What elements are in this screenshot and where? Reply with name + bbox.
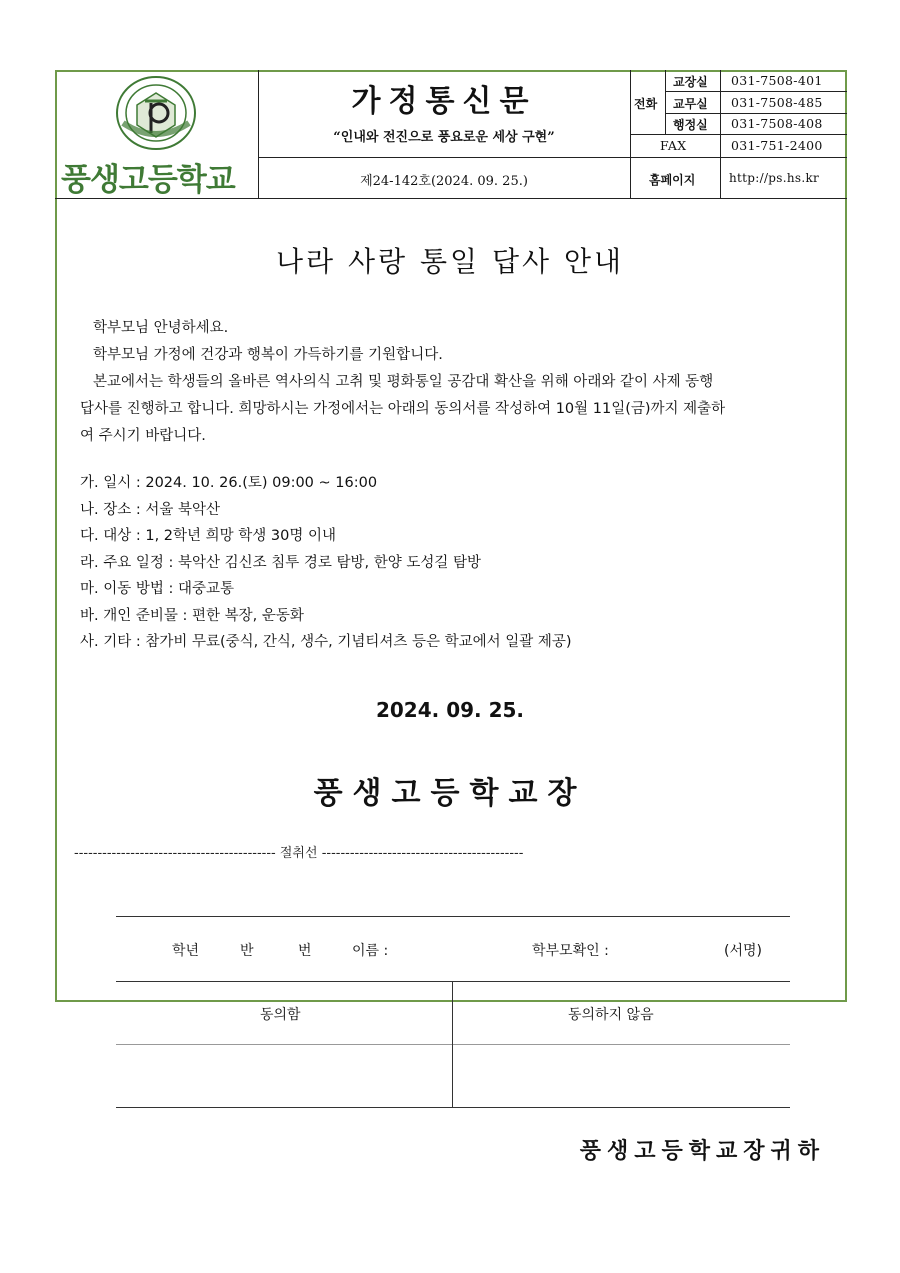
school-motto: “인내와 전진으로 풍요로운 세상 구현” [333,130,555,145]
cut-label: 절취선 [279,846,318,861]
form-rule [116,916,790,917]
divider [258,157,847,158]
principal-signature: 풍생고등학교장 [313,776,587,811]
closing-recipient: 풍생고등학교장귀하 [579,1139,825,1164]
details-list [80,470,572,656]
notice-title: 나라 사랑 통일 답사 안내 [275,245,625,278]
greeting: 학부모님 안녕하세요. [93,320,229,336]
issue-date: 2024. 09. 25. [375,698,525,722]
list-item: 다. 대상 : 1, 2학년 희망 학생 30명 이내 [80,528,336,544]
grade-label: 학년 [172,943,200,959]
form-rule [116,1107,790,1108]
divider [665,113,847,114]
phone-label: 전화 [634,97,658,111]
letterhead [55,70,847,198]
contact-value: 031-7508-408 [731,116,823,131]
list-item: 마. 이동 방법 : 대중교통 [80,581,234,597]
school-name: 풍생고등학교 [61,162,235,198]
divider [630,134,847,135]
class-label: 반 [240,943,254,959]
signature-label: (서명) [724,943,762,959]
contact-label: 행정실 [673,118,708,132]
contact-label: 교무실 [673,97,708,111]
newsletter-title: 가정통신문 [351,84,537,119]
greeting: 학부모님 가정에 건강과 행복이 가득하기를 기원합니다. [93,347,443,363]
form-rule [116,1044,790,1045]
form-divider [452,981,453,1108]
parent-confirm-label: 학부모확인 : [532,943,609,959]
agree-option[interactable]: 동의함 [260,1007,301,1023]
cut-line: ------------------------------------------- 절취선 ------------------------------------------- [74,846,524,861]
list-item: 사. 기타 : 참가비 무료(중식, 간식, 생수, 기념티셔츠 등은 학교에서 일괄 제공) [80,634,572,650]
name-label: 이름 : [352,943,389,959]
form-rule [116,981,790,982]
divider [665,70,666,134]
contact-value: 031-7508-401 [731,73,823,88]
list-item: 나. 장소 : 서울 북악산 [80,501,220,518]
issue-number: 제24-142호(2024. 09. 25.) [360,174,528,189]
body-text: 본교에서는 학생들의 올바른 역사의식 고취 및 평화통일 공감대 확산을 위해 아래와 같이 사제 동행 [93,374,714,390]
fax-label: FAX [660,138,687,153]
contact-label: 교장실 [673,75,708,89]
body-text: 답사를 진행하고 합니다. 희망하시는 가정에서는 아래의 동의서를 작성하여 10월 11일(금)까지 제출하 [80,401,726,417]
divider [55,198,847,199]
disagree-option[interactable]: 동의하지 않음 [568,1007,654,1023]
contact-value: 031-7508-485 [731,95,823,110]
body-text: 여 주시기 바랍니다. [80,428,206,444]
school-emblem-icon [115,75,197,151]
number-label: 번 [298,943,312,959]
homepage-label: 홈페이지 [649,173,696,187]
list-item: 바. 개인 준비물 : 편한 복장, 운동화 [80,607,304,624]
homepage-link[interactable]: http://ps.hs.kr [729,171,820,185]
list-item: 라. 주요 일정 : 북악산 김신조 침투 경로 탐방, 한양 도성길 탐방 [80,554,481,571]
list-item: 가. 일시 : 2024. 10. 26.(토) 09:00 ~ 16:00 [80,475,378,491]
fax-value: 031-751-2400 [731,138,823,153]
divider [665,91,847,92]
